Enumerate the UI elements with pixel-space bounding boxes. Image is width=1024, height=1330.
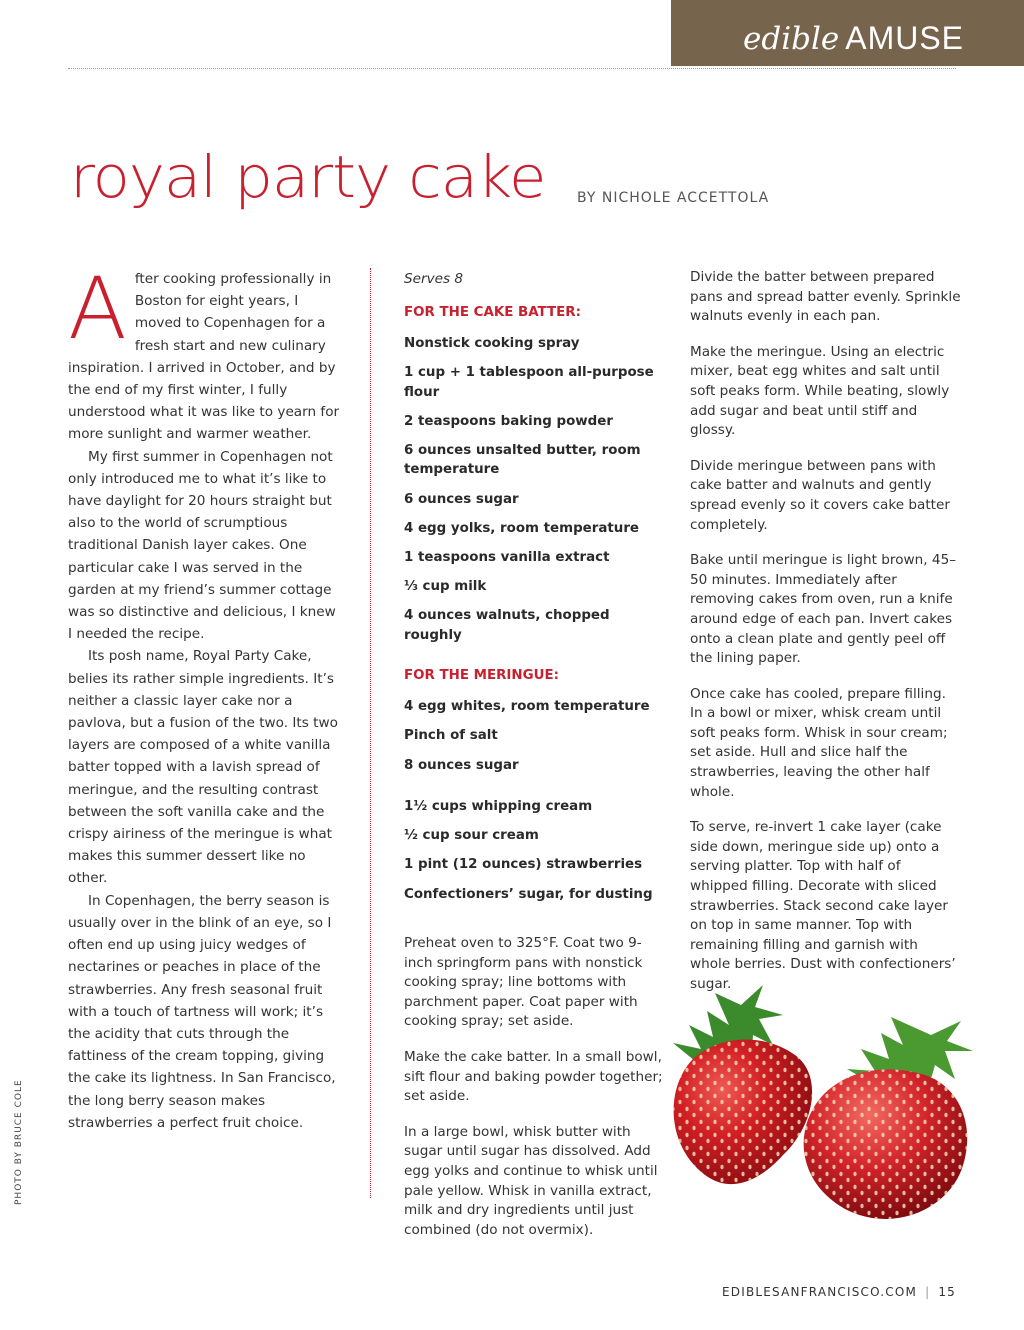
column-divider [370, 268, 371, 1198]
page-title: royal party cake [70, 143, 546, 211]
ingredient: 6 ounces sugar [404, 491, 519, 507]
method-column [690, 268, 962, 1011]
method-step: Preheat oven to 325°F. Coat two 9-inch springform pans with nonstick cooking spray; line bottoms with parchment paper. Coat paper with cooking spray; set aside. [404, 935, 643, 1030]
method-step: Once cake has cooled, prepare filling. In a bowl or mixer, whisk cream until soft peaks form. Whisk in sour cream; set aside. Hull and slice half the strawberries, leaving the other half whole. [690, 685, 948, 800]
byline: BY NICHOLE ACCETTOLA [577, 190, 770, 206]
page-footer [722, 1285, 956, 1299]
intro-paragraph: My first summer in Copenhagen not only introduced me to what it’s like to have daylight for 20 hours straight but also to the world of scrumptious traditional Danish layer cakes. One particular cake I was served in the garden at my friend’s summer cottage was so distinctive and delicious, I knew I needed the recipe. [68, 448, 336, 643]
header-band [671, 0, 1024, 66]
strawberry-left [673, 985, 812, 1184]
ingredient: 2 teaspoons baking powder [404, 413, 613, 429]
ingredient: 1 cup + 1 tablespoon all-purpose flour [404, 365, 654, 400]
brand-italic: edible [743, 21, 840, 57]
photo-credit: PHOTO BY BRUCE COLE [14, 1079, 24, 1205]
method-step: Make the meringue. Using an electric mixer, beat egg whites and salt until soft peaks form. While beating, slowly add sugar and beat until stiff and glossy. [690, 343, 950, 439]
method-step: Bake until meringue is light brown, 45–50 minutes. Immediately after removing cakes from oven, run a knife around edge of each pan. Invert cakes onto a clean plate and gently peel off the lining paper. [690, 552, 957, 667]
method-step: To serve, re-invert 1 cake layer (cake side down, meringue side up) onto a serving platter. Top with half of whipped filling. Decorate with sliced strawberries. Stack second cake layer on top in same manner. Top with remaining filling and garnish with whole berries. Dust with confectioners’ sugar. [690, 819, 956, 992]
strawberry-right [804, 1017, 973, 1219]
ingredient: 1 pint (12 ounces) strawberries [404, 857, 643, 873]
method-step: Divide meringue between pans with cake batter and walnuts and gently spread evenly so it covers cake batter completely. [690, 457, 950, 533]
ingredient: 8 ounces sugar [404, 757, 519, 773]
recipe-column [404, 268, 666, 1256]
ingredient: ½ cup sour cream [404, 828, 539, 844]
serves-note: Serves 8 [404, 271, 464, 287]
ingredient: 6 ounces unsalted butter, room temperature [404, 443, 641, 478]
method-step: In a large bowl, whisk butter with sugar until sugar has dissolved. Add egg yolks and continue to whisk until pale yellow. Whisk in vanilla extract, milk and dry ingredients until just combined (do not overmix). [404, 1123, 658, 1238]
strawberries-photo [655, 975, 985, 1225]
intro-paragraph: Its posh name, Royal Party Cake, belies its rather simple ingredients. It’s neither a classic layer cake nor a pavlova, but a fusion of the two. Its two layers are composed of a white vanilla batter topped with a lavish spread of meringue, and the resulting contrast between the soft vanilla cake and the crispy airiness of the meringue is what makes this summer dessert like no other. [68, 648, 338, 887]
ingredient: Pinch of salt [404, 728, 498, 744]
footer-separator: | [925, 1285, 931, 1299]
intro-paragraph: After cooking professionally in Boston for eight years, I moved to Copenhagen for a fresh start and new culinary inspiration. I arrived in October, and by the end of my first winter, I fully understood what it was like to yearn for more sunlight and warmer weather. [68, 259, 340, 443]
ingredient: Confectioners’ sugar, for dusting [404, 886, 653, 902]
method-steps [404, 934, 666, 1240]
method-step: Make the cake batter. In a small bowl, sift flour and baking powder together; set aside. [404, 1049, 663, 1105]
ingredient: 4 ounces walnuts, chopped roughly [404, 608, 610, 643]
ingredient: 1 teaspoons vanilla extract [404, 550, 610, 566]
header-dotted-rule [68, 68, 956, 69]
page-number: 15 [938, 1285, 956, 1299]
ingredient: 4 egg yolks, room temperature [404, 520, 640, 536]
ingredient: Nonstick cooking spray [404, 336, 580, 351]
meringue-heading: FOR THE MERINGUE: [404, 668, 559, 684]
intro-paragraph: In Copenhagen, the berry season is usually over in the blink of an eye, so I often end up using juicy wedges of nectarines or peaches in place of the strawberries. Any fresh seasonal fruit with a touch of tartness will work; it’s the acidity that cuts through the fattiness of the cream topping, giving the cake its lightness. In San Francisco, the long berry season makes strawberries a perfect fruit choice. [68, 892, 336, 1131]
ingredient: 1½ cups whipping cream [404, 799, 593, 815]
ingredient: ⅓ cup milk [404, 579, 487, 595]
ingredient: 4 egg whites, room temperature [404, 699, 650, 715]
method-step: Divide the batter between prepared pans and spread batter evenly. Sprinkle walnuts evenly in each pan. [690, 269, 961, 325]
batter-heading: FOR THE CAKE BATTER: [404, 305, 581, 320]
footer-site: EDIBLESANFRANCISCO.COM [721, 1285, 918, 1299]
intro-column [68, 259, 343, 1134]
drop-cap: A [68, 259, 127, 359]
section-brand [743, 22, 964, 55]
brand-caps: AMUSE [845, 20, 965, 56]
